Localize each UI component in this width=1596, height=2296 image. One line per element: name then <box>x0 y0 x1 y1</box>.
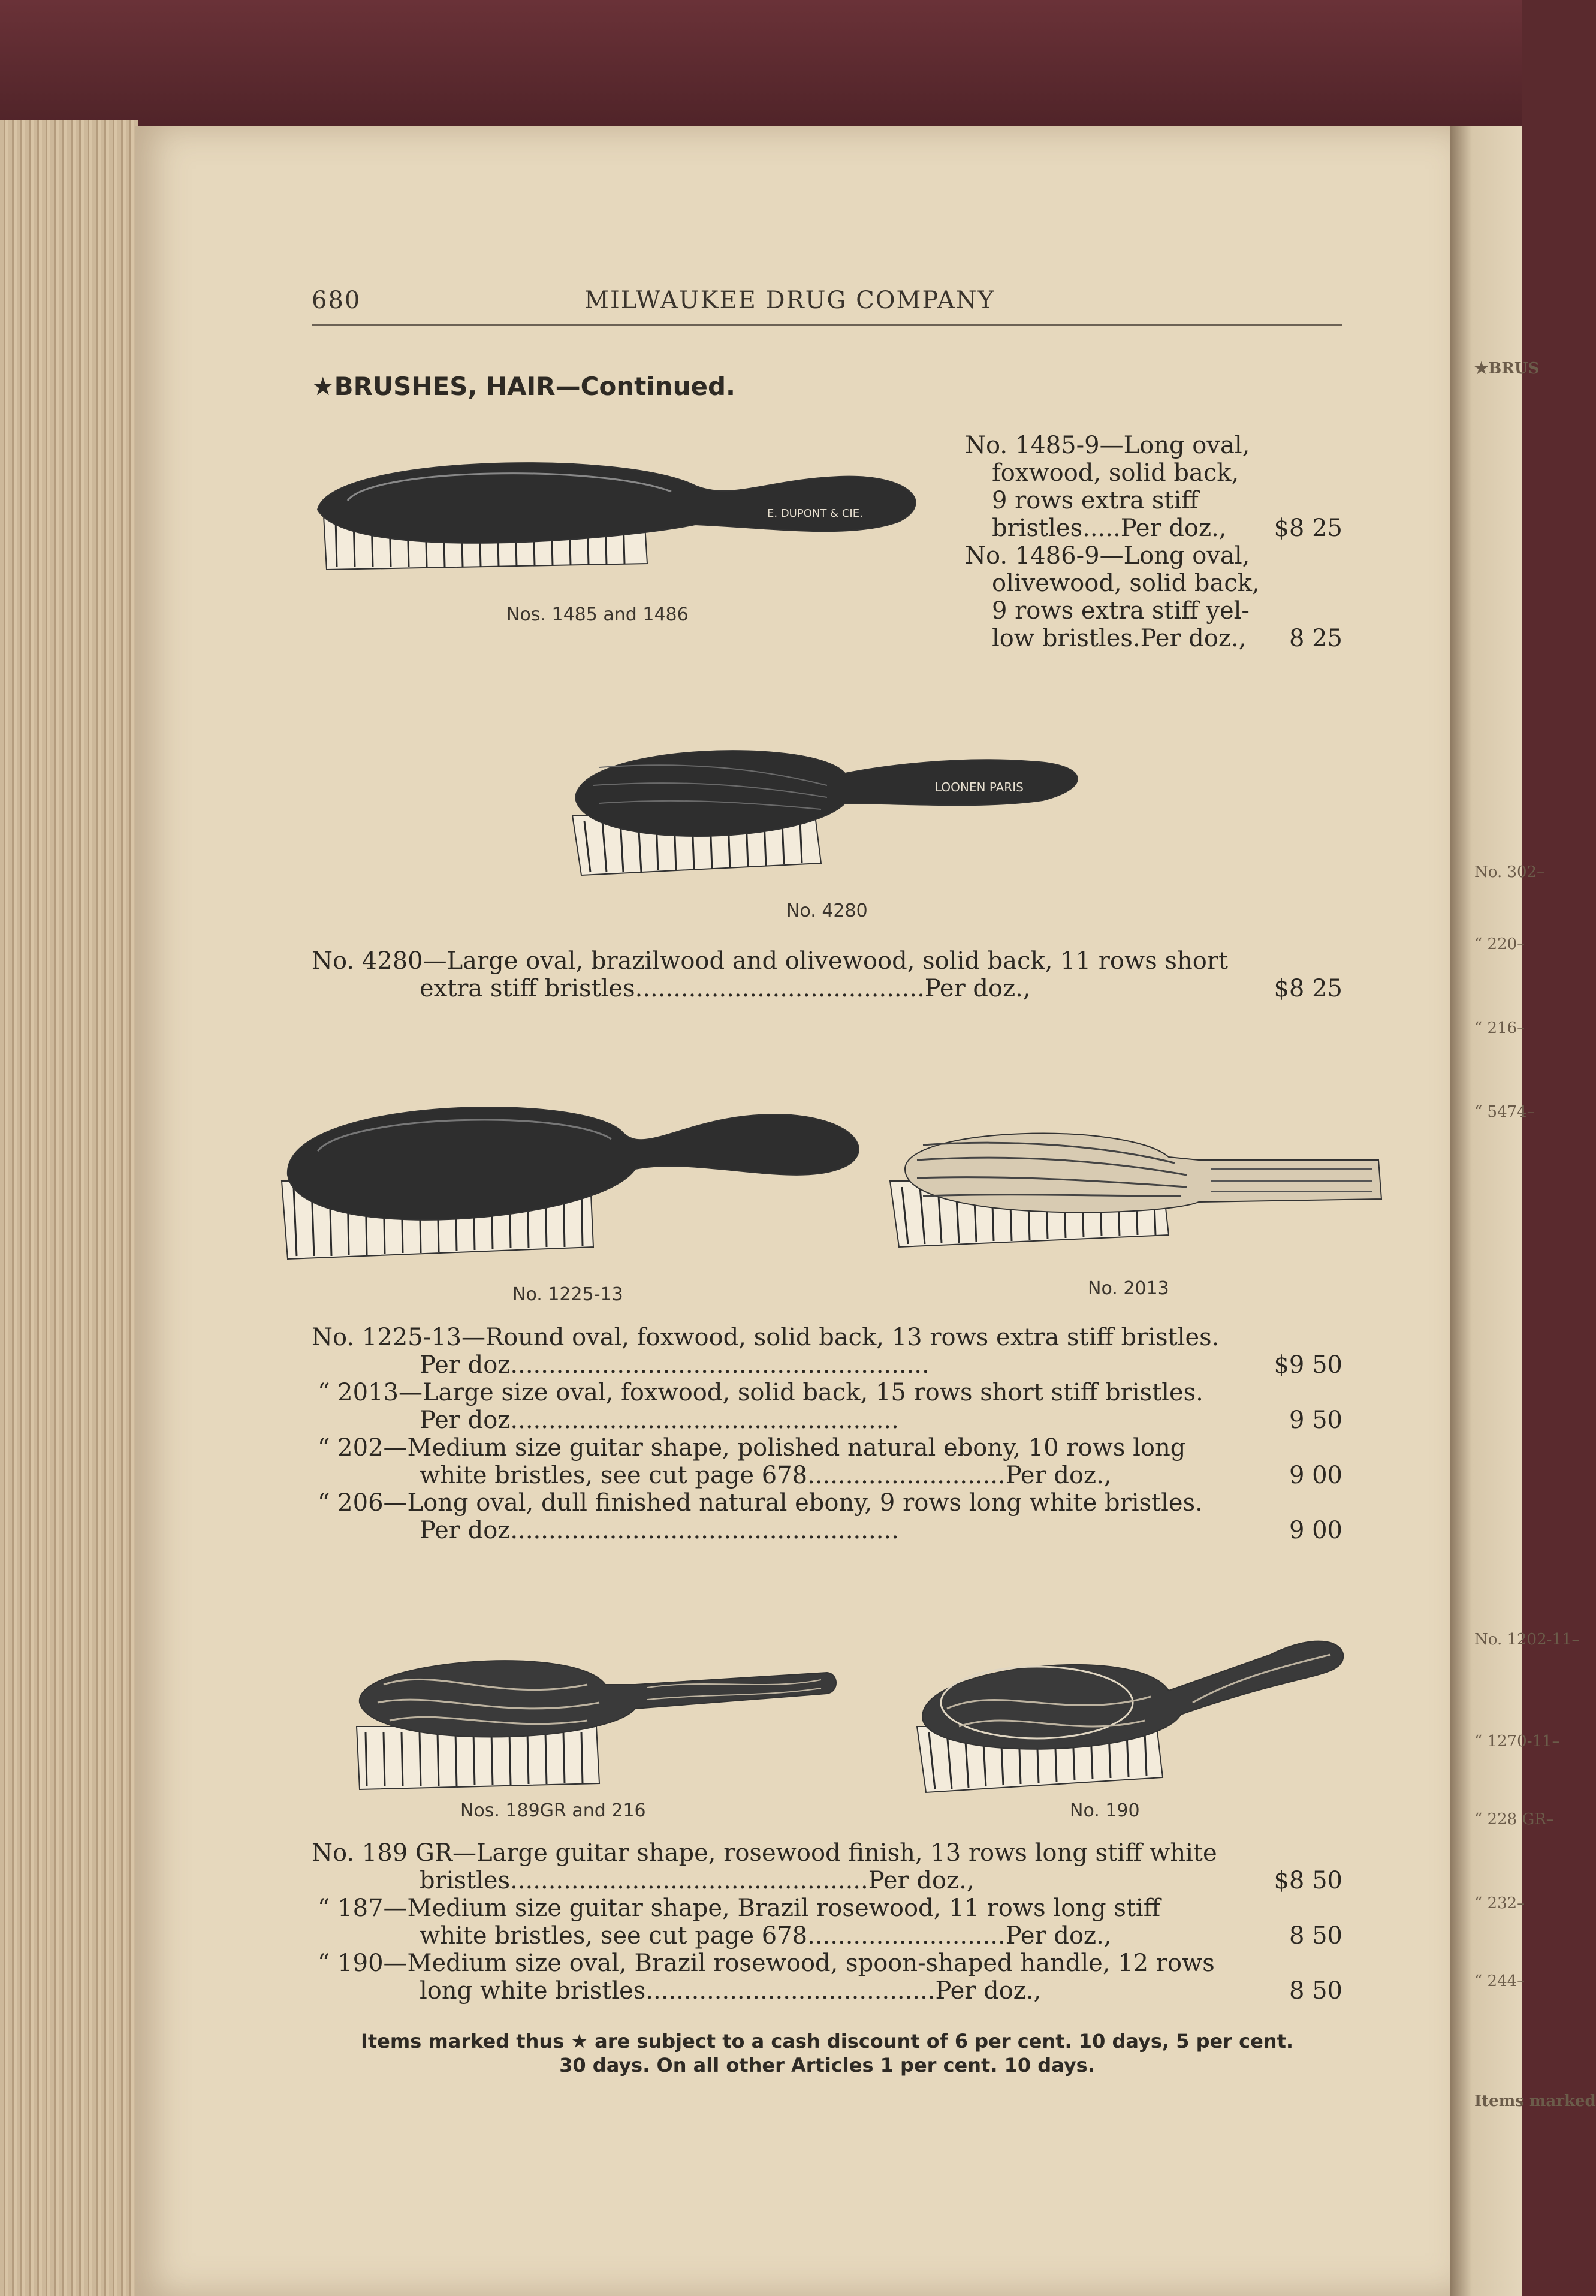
footer-line: Items marked thus ★ are subject to a cash discount of 6 per cent. 10 days, 5 per cent. <box>360 2030 1294 2053</box>
brush-202-line: white bristles, see cut page 678..........................Per doz., <box>420 1462 1112 1489</box>
brush-2013-line: “ 2013—Large size oval, foxwood, solid back, 15 rows short stiff bristles. <box>318 1379 1203 1406</box>
brush-187-line: “ 187—Medium size guitar shape, Brazil rosewood, 11 rows long stiff <box>318 1894 1161 1922</box>
brush-189gr-illustration <box>348 1637 839 1798</box>
brush-190-line: long white bristles......................................Per doz., <box>420 1977 1042 2005</box>
brush-189gr-caption: Nos. 189GR and 216 <box>460 1800 646 1821</box>
brush-187-price: 8 50 <box>1289 1922 1342 1950</box>
adjacent-fragment: ★BRUS <box>1474 360 1540 378</box>
adjacent-fragment: “ 228 GR– <box>1474 1810 1554 1828</box>
adjacent-fragment: “ 5474– <box>1474 1103 1535 1121</box>
adjacent-fragment: Items marked <box>1474 2092 1596 2110</box>
brush-206-line: “ 206—Long oval, dull finished natural ebony, 9 rows long white bristles. <box>318 1489 1203 1517</box>
footer-note <box>312 2029 1342 2077</box>
brush-1225-13-caption: No. 1225-13 <box>512 1284 623 1305</box>
brush-206-price: 9 00 <box>1289 1517 1342 1544</box>
brush-190-line: “ 190—Medium size oval, Brazil rosewood, spoon-shaped handle, 12 rows <box>318 1950 1215 1977</box>
brush-190-caption: No. 190 <box>1070 1800 1140 1821</box>
adjacent-page <box>1450 126 1596 2296</box>
brush-1485-line: bristles.....Per doz., <box>992 514 1227 542</box>
brush-1225-line: No. 1225-13—Round oval, foxwood, solid back, 13 rows extra stiff bristles. <box>312 1324 1220 1351</box>
brush-1485-illustration <box>312 444 947 593</box>
adjacent-fragment: “ 244– <box>1474 1972 1525 1990</box>
page-number: 680 <box>312 287 361 314</box>
brush-1485-price: $8 25 <box>1274 514 1342 542</box>
adjacent-fragment: “ 220– <box>1474 935 1525 953</box>
brush-1485-line: No. 1485-9—Long oval, <box>965 432 1250 459</box>
brush-1485-line: No. 1486-9—Long oval, <box>965 542 1250 570</box>
brush-2013-illustration <box>887 1121 1384 1259</box>
adjacent-fragment: “ 1270-11– <box>1474 1732 1560 1750</box>
brush-4280-caption: No. 4280 <box>786 900 868 921</box>
brush-1486-price: 8 25 <box>1289 625 1342 652</box>
brush-1225-13-illustration <box>276 1085 869 1265</box>
adjacent-fragment: “ 232– <box>1474 1894 1525 1912</box>
brush-2013-line: Per doz................................................... <box>420 1406 899 1434</box>
brush-189gr-line: bristles...............................................Per doz., <box>420 1867 975 1894</box>
brush-187-line: white bristles, see cut page 678..........................Per doz., <box>420 1922 1112 1950</box>
brush-1485-line: olivewood, solid back, <box>992 570 1260 597</box>
brush-1485-line: 9 rows extra stiff yel- <box>992 597 1250 625</box>
brush-1225-line: Per doz....................................................... <box>420 1351 930 1379</box>
brush-189gr-price: $8 50 <box>1274 1867 1342 1894</box>
brush-1485-line: low bristles.Per doz., <box>992 625 1247 652</box>
brush-4280-illustration <box>563 731 1103 887</box>
brush-4280-line: No. 4280—Large oval, brazilwood and olivewood, solid back, 11 rows short <box>312 947 1229 975</box>
brush-190-price: 8 50 <box>1289 1977 1342 2005</box>
section-title: ★BRUSHES, HAIR—Continued. <box>312 372 736 401</box>
brush-1485-line: foxwood, solid back, <box>992 459 1239 487</box>
footer-line: 30 days. On all other Articles 1 per cent. 10 days. <box>559 2054 1095 2077</box>
brush-189gr-line: No. 189 GR—Large guitar shape, rosewood finish, 13 rows long stiff white <box>312 1839 1217 1867</box>
brush-1485-caption: Nos. 1485 and 1486 <box>506 604 689 625</box>
page-stack-edge <box>0 120 138 2296</box>
brush-4280-line: extra stiff bristles......................................Per doz., <box>420 975 1031 1002</box>
brush-2013-caption: No. 2013 <box>1088 1278 1169 1299</box>
brush-2013-price: 9 50 <box>1289 1406 1342 1434</box>
adjacent-fragment: “ 216– <box>1474 1019 1525 1037</box>
brush-202-price: 9 00 <box>1289 1462 1342 1489</box>
brush-4280-price: $8 25 <box>1274 975 1342 1002</box>
book-cover-edge <box>0 0 1522 132</box>
brush-1485-line: 9 rows extra stiff <box>992 487 1199 514</box>
adjacent-fragment: No. 1202-11– <box>1474 1631 1580 1649</box>
brush-1225-price: $9 50 <box>1274 1351 1342 1379</box>
adjacent-fragment: No. 302– <box>1474 863 1545 881</box>
brush-202-line: “ 202—Medium size guitar shape, polished natural ebony, 10 rows long <box>318 1434 1186 1462</box>
brush-1485-stamp: E. DUPONT & CIE. <box>767 507 863 520</box>
header-rule <box>312 324 1342 326</box>
brush-190-illustration <box>911 1619 1348 1798</box>
page-title: MILWAUKEE DRUG COMPANY <box>584 287 995 314</box>
brush-206-line: Per doz................................................... <box>420 1517 899 1544</box>
brush-4280-stamp: LOONEN PARIS <box>935 780 1024 794</box>
